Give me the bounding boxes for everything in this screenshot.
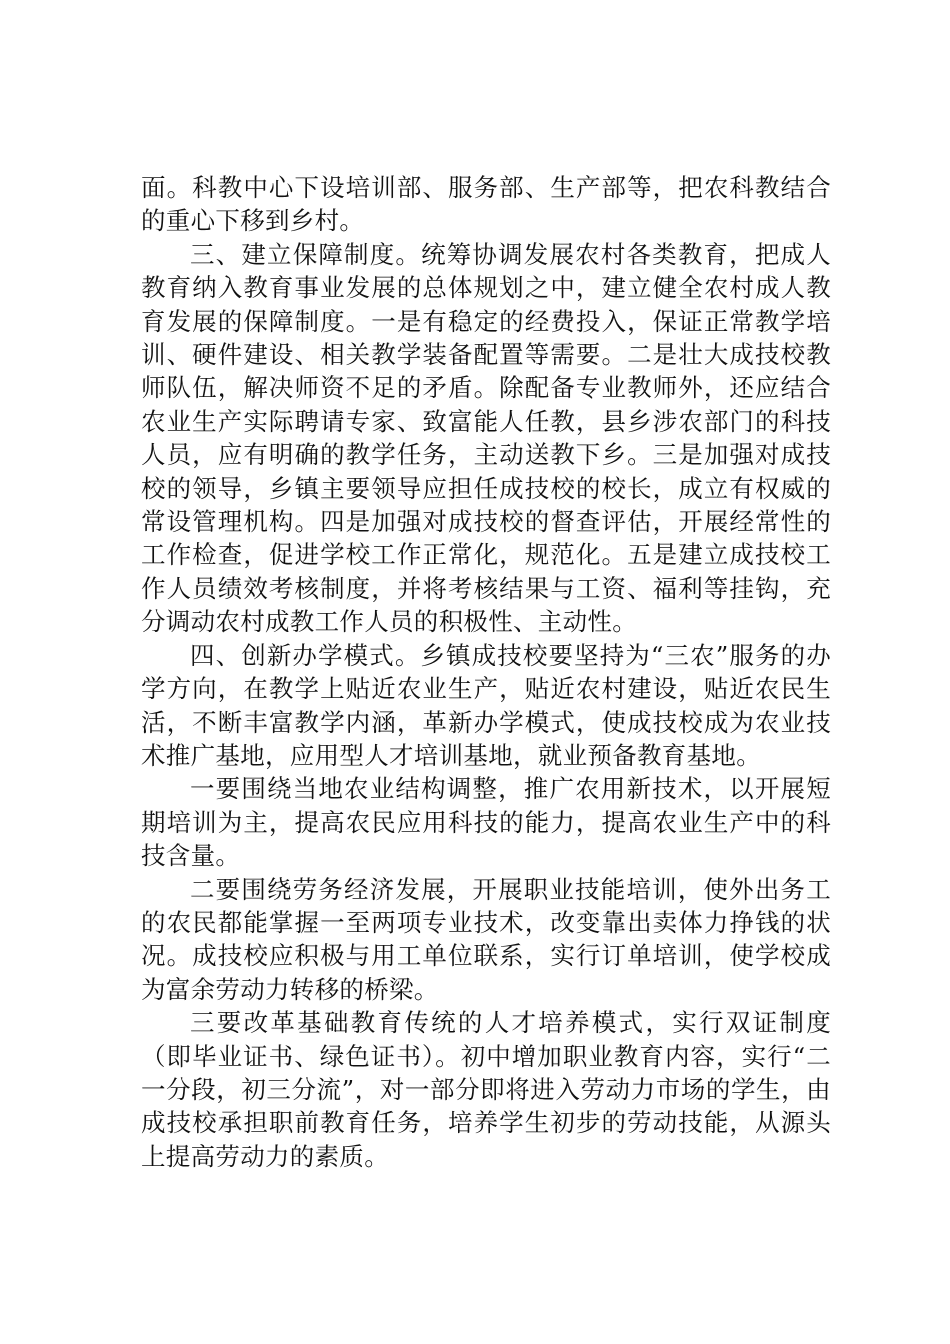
paragraph-point-one: 一要围绕当地农业结构调整，推广农用新技术，以开展短期培训为主，提高农民应用科技的能力，提高农业生产中的科技含量。 (141, 774, 831, 871)
paragraph-section-three: 三、建立保障制度。统筹协调发展农村各类教育，把成人教育纳入教育事业发展的总体规划之中，建立健全农村成人教育发展的保障制度。一是有稳定的经费投入，保证正常教学培训、硬件建设、相关教学装备配置等需要。二是壮大成技校教师队伍，解决师资不足的矛盾。除配备专业教师外，还应结合农业生产实际聘请专家、致富能人任教，县乡涉农部门的科技人员，应有明确的教学任务，主动送教下乡。三是加强对成技校的领导，乡镇主要领导应担任成技校的校长，成立有权威的常设管理机构。四是加强对成技校的督查评估，开展经常性的工作检查，促进学校工作正常化，规范化。五是建立成技校工作人员绩效考核制度，并将考核结果与工资、福利等挂钩，充分调动农村成教工作人员的积极性、主动性。 (141, 239, 831, 637)
paragraph-continuation: 面。科教中心下设培训部、服务部、生产部等，把农科教结合的重心下移到乡村。 (141, 173, 831, 236)
paragraph-section-four: 四、创新办学模式。乡镇成技校要坚持为“三农”服务的办学方向，在教学上贴近农业生产，贴近农村建设，贴近农民生活，不断丰富教学内涵，革新办学模式，使成技校成为农业技术推广基地，应用型人才培训基地，就业预备教育基地。 (141, 640, 831, 770)
paragraph-point-three: 三要改革基础教育传统的人才培养模式，实行双证制度（即毕业证书、绿色证书）。初中增加职业教育内容，实行“二一分段，初三分流”，对一部分即将进入劳动力市场的学生，由成技校承担职前教育任务，培养学生初步的劳动技能，从源头上提高劳动力的素质。 (141, 1008, 831, 1171)
document-body (141, 171, 831, 1173)
paragraph-point-two: 二要围绕劳务经济发展，开展职业技能培训，使外出务工的农民都能掌握一至两项专业技术，改变靠出卖体力挣钱的状况。成技校应积极与用工单位联系，实行订单培训，使学校成为富余劳动力转移的桥梁。 (141, 874, 831, 1004)
